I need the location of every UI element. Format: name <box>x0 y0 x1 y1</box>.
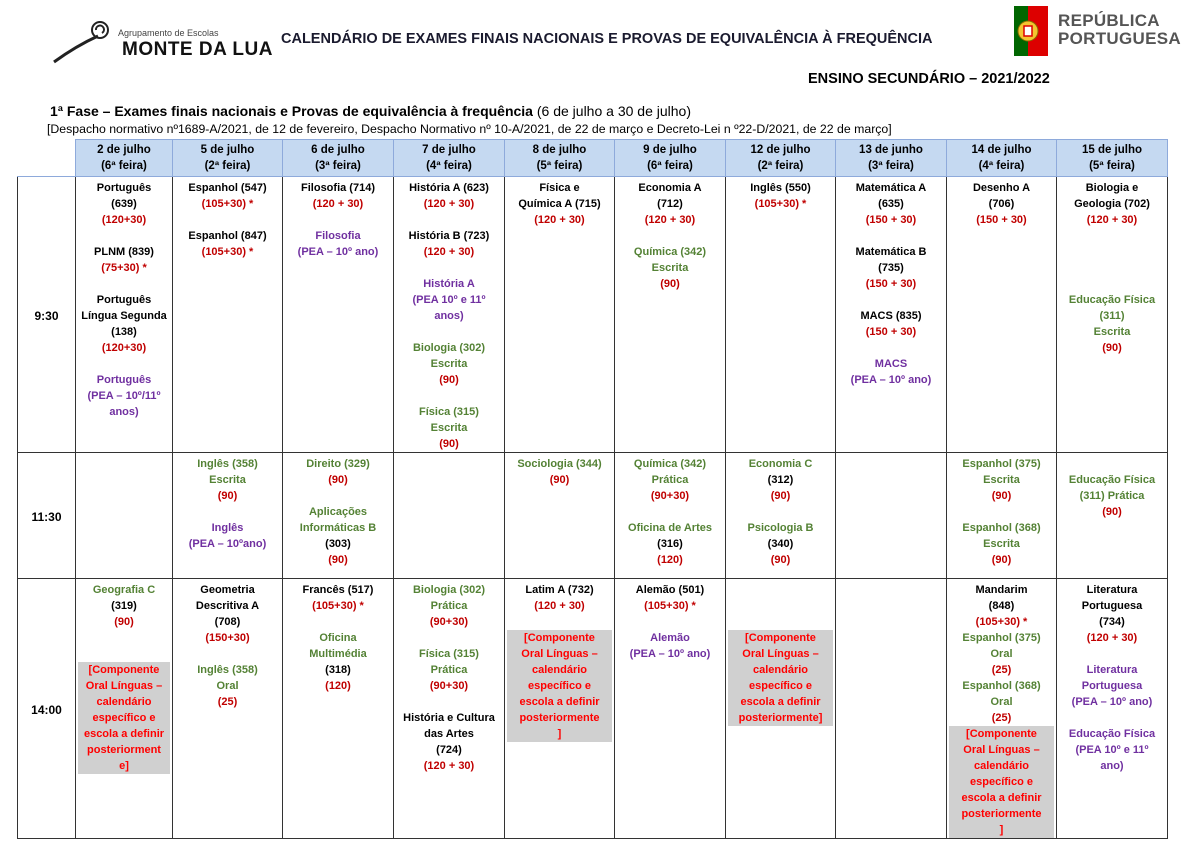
exam-line: Economia C <box>748 458 813 470</box>
exam-line: Língua Segunda <box>81 310 167 322</box>
exam-line: (120 + 30) <box>534 214 585 226</box>
exam-line: (105+30) * <box>201 198 254 210</box>
spacer <box>1059 228 1165 244</box>
exam-line: (120) <box>657 554 683 566</box>
exam-line: MACS (835) <box>860 310 922 322</box>
spacer <box>78 228 170 244</box>
exam-line: (90) <box>1102 342 1122 354</box>
oral-component-note: específico e <box>78 710 170 726</box>
exam-line: PLNM (839) <box>94 246 154 258</box>
exam-line: (PEA – 10ºano) <box>188 538 267 550</box>
exam-line: (735) <box>878 262 904 274</box>
spacer <box>175 646 280 662</box>
exam-calendar-table <box>17 139 1168 839</box>
exam-line: Desenho A <box>972 182 1031 194</box>
column-weekday: (3ª feira) <box>315 160 361 172</box>
oral-component-note: escola a definir <box>507 694 612 710</box>
government-logo <box>1008 4 1193 60</box>
exam-line: (150 + 30) <box>865 326 917 338</box>
exam-cell <box>836 453 947 579</box>
exam-line: Escrita <box>430 422 468 434</box>
exam-line: (PEA 10º e 11º <box>1075 744 1149 756</box>
spacer <box>396 212 502 228</box>
exam-line: (150+30) <box>205 632 250 644</box>
exam-line: (90) <box>439 374 459 386</box>
exam-line: ano) <box>1100 760 1124 772</box>
exam-line: (90) <box>991 554 1012 566</box>
exam-line: Psicologia B <box>747 522 814 534</box>
spacer <box>78 356 170 372</box>
exam-line: (340) <box>767 538 794 550</box>
exam-line: (311) Prática <box>1079 490 1145 502</box>
spacer <box>617 504 723 520</box>
exam-line: (PEA – 10º ano) <box>629 648 711 660</box>
spacer <box>285 488 391 504</box>
exam-line: (90) <box>328 554 348 566</box>
exam-cell <box>1057 177 1168 453</box>
exam-line: Oral <box>990 696 1013 708</box>
column-weekday: (6ª feira) <box>647 160 693 172</box>
column-date: 5 de julho <box>200 144 255 156</box>
spacer <box>396 694 502 710</box>
exam-line: Oral <box>216 680 239 692</box>
column-date: 6 de julho <box>311 144 365 156</box>
column-date: 12 de julho <box>750 144 811 156</box>
school-group-label: Agrupamento de Escolas <box>118 28 219 38</box>
exam-line: (120 + 30) <box>312 198 364 210</box>
column-weekday: (2ª feira) <box>204 160 251 172</box>
oral-component-note: calendário <box>949 758 1054 774</box>
exam-line: (312) <box>767 474 794 486</box>
oral-component-note: escola a definir <box>78 726 170 742</box>
exam-line: Portuguesa <box>1081 600 1143 612</box>
exam-cell <box>173 177 283 453</box>
exam-line: (90+30) <box>429 616 469 628</box>
exam-line: Biologia e <box>1085 182 1139 194</box>
exam-line: Escrita <box>983 538 1020 550</box>
exam-line: (120 + 30) <box>423 246 475 258</box>
column-header <box>283 140 394 177</box>
phase-title-bold: 1ª Fase – Exames finais nacionais e Provas de equivalência à frequência <box>50 103 533 119</box>
oral-component-note: específico e <box>949 774 1054 790</box>
column-weekday: (5ª feira) <box>1089 160 1135 172</box>
exam-line: Química (342) <box>633 246 707 258</box>
exam-line: Mandarim <box>975 584 1028 596</box>
exam-line: Latim A (732) <box>525 584 594 596</box>
exam-cell <box>283 579 394 839</box>
exam-line: Espanhol (547) <box>188 182 267 194</box>
exam-cell <box>283 453 394 579</box>
exam-line: Geografia C <box>92 584 156 596</box>
spacer <box>1059 646 1165 662</box>
exam-cell <box>615 453 726 579</box>
exam-line: (90+30) <box>429 680 469 692</box>
exam-line: Multimédia <box>309 648 367 660</box>
exam-line: Educação Física <box>1068 294 1156 306</box>
exam-line: Literatura <box>1086 584 1138 596</box>
exam-cell <box>1057 579 1168 839</box>
column-date: 9 de julho <box>643 144 697 156</box>
exam-line: Educação Física <box>1068 728 1156 740</box>
exam-cell <box>505 177 615 453</box>
exam-line: (724) <box>436 744 462 756</box>
spacer <box>507 614 612 630</box>
spacer <box>285 212 391 228</box>
column-header <box>615 140 726 177</box>
oral-component-note: posteriorment <box>78 742 170 758</box>
exam-line: História B (723) <box>408 230 490 242</box>
exam-line: História A <box>423 278 475 290</box>
exam-line: (316) <box>657 538 683 550</box>
exam-line: Inglês (358) <box>197 664 258 676</box>
header-corner <box>18 140 76 177</box>
exam-line: Inglês (550) <box>750 182 811 194</box>
exam-cell <box>726 579 836 839</box>
column-weekday: (4ª feira) <box>426 160 472 172</box>
oral-component-note: Oral Línguas – <box>949 742 1054 758</box>
exam-line: Espanhol (375) <box>962 458 1041 470</box>
gov-line-1: REPÚBLICA <box>1058 11 1160 30</box>
column-weekday: (3ª feira) <box>868 160 914 172</box>
spacer <box>949 504 1054 520</box>
oral-component-note: escola a definir <box>728 694 833 710</box>
exam-line: (105+30) * <box>312 600 364 612</box>
exam-line: Escrita <box>983 474 1020 486</box>
spacer <box>838 228 944 244</box>
oral-component-note: calendário <box>728 662 833 678</box>
exam-line: (120 + 30) <box>644 214 696 226</box>
exam-line: (25) <box>217 696 238 708</box>
oral-component-note: Oral Línguas – <box>507 646 612 662</box>
exam-line: Português <box>96 182 152 194</box>
spacer <box>285 614 391 630</box>
exam-line: (90) <box>114 616 134 628</box>
exam-line: (PEA – 10º/11º <box>87 390 161 402</box>
exam-line: (25) <box>991 664 1012 676</box>
oral-component-note: Oral Línguas – <box>728 646 833 662</box>
exam-line: Prática <box>430 600 468 612</box>
oral-component-note: específico e <box>507 678 612 694</box>
exam-cell <box>726 453 836 579</box>
exam-line: (150 + 30) <box>976 214 1027 226</box>
exam-line: (120+30) <box>101 214 147 226</box>
exam-line: Francês (517) <box>302 584 374 596</box>
spacer <box>78 630 170 646</box>
exam-line: Espanhol (368) <box>962 680 1041 692</box>
spacer <box>1059 276 1165 292</box>
spacer <box>617 228 723 244</box>
exam-line: (734) <box>1099 616 1125 628</box>
column-weekday: (2ª feira) <box>757 160 804 172</box>
time-slot-row <box>18 453 1168 579</box>
exam-line: Escrita <box>651 262 689 274</box>
exam-cell <box>76 579 173 839</box>
spacer <box>396 324 502 340</box>
spacer <box>838 292 944 308</box>
spacer <box>78 646 170 662</box>
exam-line: (319) <box>111 600 137 612</box>
exam-line: Matemática B <box>855 246 927 258</box>
exam-line: Português <box>96 374 152 386</box>
oral-component-note: [Componente <box>949 726 1054 742</box>
exam-cell <box>505 453 615 579</box>
exam-line: (105+30) * <box>201 246 254 258</box>
oral-component-note: Oral Línguas – <box>78 678 170 694</box>
exam-line: Espanhol (368) <box>962 522 1041 534</box>
exam-line: (90) <box>328 474 348 486</box>
exam-line: (105+30) * <box>754 198 807 210</box>
exam-line: (138) <box>111 326 137 338</box>
column-weekday: (4ª feira) <box>978 160 1025 172</box>
exam-line: (PEA 10º e 11º <box>412 294 486 306</box>
oral-component-note: ] <box>507 726 612 742</box>
spacer <box>1059 260 1165 276</box>
exam-line: (90) <box>1102 506 1122 518</box>
exam-cell <box>394 579 505 839</box>
exam-line: Educação Física <box>1068 474 1156 486</box>
exam-cell <box>394 453 505 579</box>
exam-line: Química (342) <box>633 458 707 470</box>
exam-line: (150 + 30) <box>865 214 917 226</box>
exam-line: (25) <box>991 712 1012 724</box>
spacer <box>175 212 280 228</box>
page-subtitle: ENSINO SECUNDÁRIO – 2021/2022 <box>808 71 1050 87</box>
exam-cell <box>947 453 1057 579</box>
column-weekday: (5ª feira) <box>536 160 583 172</box>
phase-title <box>50 103 691 119</box>
exam-line: (90) <box>770 490 791 502</box>
school-logo-icon <box>52 16 114 66</box>
oral-component-note: [Componente <box>78 662 170 678</box>
exam-line: (303) <box>325 538 351 550</box>
spacer <box>1059 710 1165 726</box>
column-header <box>947 140 1057 177</box>
exam-line: (90) <box>549 474 570 486</box>
exam-line: (318) <box>325 664 351 676</box>
spacer <box>1059 244 1165 260</box>
exam-line: Prática <box>430 664 468 676</box>
column-header <box>726 140 836 177</box>
exam-line: Física (315) <box>419 406 479 418</box>
exam-line: (311) <box>1099 310 1125 322</box>
exam-line: Filosofia (714) <box>301 182 375 194</box>
exam-line: Português <box>96 294 152 306</box>
exam-cell <box>76 177 173 453</box>
spacer <box>396 388 502 404</box>
exam-cell <box>726 177 836 453</box>
exam-cell <box>173 579 283 839</box>
exam-line: (120) <box>325 680 351 692</box>
exam-line: Espanhol (375) <box>962 632 1041 644</box>
exam-line: (PEA – 10º ano) <box>1071 696 1153 708</box>
exam-cell <box>947 579 1057 839</box>
exam-line: Prática <box>651 474 689 486</box>
exam-line: História A (623) <box>409 182 489 194</box>
exam-line: Portuguesa <box>1081 680 1143 692</box>
exam-cell <box>283 177 394 453</box>
exam-line: (90) <box>991 490 1012 502</box>
exam-line: Filosofia <box>315 230 361 242</box>
exam-line: (PEA – 10º ano) <box>850 374 932 386</box>
column-header <box>836 140 947 177</box>
legal-reference: [Despacho normativo nº1689-A/2021, de 12 de fevereiro, Despacho Normativo nº 10-A/2021, de 22 de março e Decreto-Lei n º22-D/2021, de 22 de março] <box>47 122 892 136</box>
exam-line: MACS <box>874 358 908 370</box>
portugal-flag-icon <box>1010 4 1052 58</box>
exam-cell <box>836 177 947 453</box>
oral-component-note: posteriormente <box>507 710 612 726</box>
time-slot-label: 11:30 <box>18 453 76 579</box>
column-header <box>76 140 173 177</box>
exam-line: Geologia (702) <box>1074 198 1150 210</box>
exam-line: Aplicações <box>308 506 368 518</box>
exam-cell <box>836 579 947 839</box>
exam-line: Escrita <box>1093 326 1131 338</box>
spacer <box>728 598 833 614</box>
column-date: 7 de julho <box>422 144 476 156</box>
exam-cell <box>505 579 615 839</box>
exam-cell <box>1057 453 1168 579</box>
exam-line: (PEA – 10º ano) <box>297 246 379 258</box>
exam-line: Geometria <box>200 584 255 596</box>
exam-line: (848) <box>988 600 1015 612</box>
exam-cell <box>76 453 173 579</box>
exam-line: anos) <box>109 406 139 418</box>
exam-line: Sociologia (344) <box>517 458 602 470</box>
exam-line: (120 + 30) <box>423 198 475 210</box>
exam-line: Física e <box>539 182 580 194</box>
time-slot-label: 9:30 <box>18 177 76 453</box>
column-header <box>1057 140 1168 177</box>
exam-cell <box>394 177 505 453</box>
time-slot-row <box>18 579 1168 839</box>
exam-line: Física (315) <box>419 648 479 660</box>
exam-cell <box>173 453 283 579</box>
exam-line: (90+30) <box>650 490 690 502</box>
exam-line: (712) <box>657 198 683 210</box>
exam-line: Direito (329) <box>306 458 370 470</box>
column-weekday: (6ª feira) <box>101 160 147 172</box>
time-slot-row <box>18 177 1168 453</box>
exam-line: Inglês <box>211 522 244 534</box>
spacer <box>1059 456 1165 472</box>
exam-line: (635) <box>878 198 904 210</box>
column-header <box>394 140 505 177</box>
exam-line: Biologia (302) <box>412 342 486 354</box>
oral-component-note: [Componente <box>728 630 833 646</box>
exam-cell <box>615 177 726 453</box>
spacer <box>617 614 723 630</box>
exam-line: Oral <box>990 648 1013 660</box>
exam-line: Alemão <box>650 632 690 644</box>
time-slot-label: 14:00 <box>18 579 76 839</box>
exam-cell <box>615 579 726 839</box>
page-header <box>0 0 1198 100</box>
exam-line: (75+30) * <box>101 262 147 274</box>
oral-component-note: escola a definir <box>949 790 1054 806</box>
exam-line: (708) <box>214 616 241 628</box>
exam-line: (639) <box>111 198 137 210</box>
oral-component-note: e] <box>78 758 170 774</box>
exam-line: Química A (715) <box>518 198 601 210</box>
exam-line: (90) <box>770 554 791 566</box>
exam-line: (120 + 30) <box>423 760 475 772</box>
spacer <box>838 340 944 356</box>
exam-line: (105+30) * <box>975 616 1028 628</box>
spacer <box>728 504 833 520</box>
column-header <box>505 140 615 177</box>
exam-line: (120 + 30) <box>1086 214 1138 226</box>
oral-component-note: posteriormente <box>949 806 1054 822</box>
spacer <box>728 582 833 598</box>
exam-line: Biologia (302) <box>412 584 486 596</box>
exam-line: Matemática A <box>855 182 927 194</box>
school-name: MONTE DA LUA <box>122 39 273 60</box>
exam-line: Espanhol (847) <box>188 230 267 242</box>
exam-line: Inglês (358) <box>197 458 258 470</box>
phase-dates: (6 de julho a 30 de julho) <box>532 103 691 119</box>
table-header-row <box>18 140 1168 177</box>
column-date: 14 de julho <box>971 144 1032 156</box>
exam-line: Economia A <box>638 182 702 194</box>
column-date: 2 de julho <box>97 144 151 156</box>
exam-line: (150 + 30) <box>865 278 917 290</box>
gov-line-2: PORTUGUESA <box>1058 29 1181 48</box>
oral-component-note: específico e <box>728 678 833 694</box>
spacer <box>78 276 170 292</box>
exam-line: Descritiva A <box>195 600 260 612</box>
oral-component-note: ] <box>949 822 1054 838</box>
exam-line: Oficina <box>319 632 357 644</box>
school-logo <box>52 12 273 68</box>
exam-line: das Artes <box>424 728 474 740</box>
spacer <box>396 630 502 646</box>
oral-component-note: calendário <box>507 662 612 678</box>
exam-line: Informáticas B <box>299 522 377 534</box>
exam-line: Escrita <box>209 474 246 486</box>
page-title: CALENDÁRIO DE EXAMES FINAIS NACIONAIS E PROVAS DE EQUIVALÊNCIA À FREQUÊNCIA <box>281 31 933 47</box>
exam-cell <box>947 177 1057 453</box>
oral-component-note: posteriormente] <box>728 710 833 726</box>
spacer <box>175 504 280 520</box>
exam-line: (120 + 30) <box>534 600 585 612</box>
column-date: 8 de julho <box>532 144 587 156</box>
exam-line: (90) <box>217 490 238 502</box>
column-date: 13 de junho <box>859 144 923 156</box>
oral-component-note: [Componente <box>507 630 612 646</box>
oral-component-note: calendário <box>78 694 170 710</box>
column-header <box>173 140 283 177</box>
exam-line: (90) <box>439 438 459 450</box>
exam-line: (90) <box>660 278 680 290</box>
column-date: 15 de julho <box>1081 144 1143 156</box>
spacer <box>396 260 502 276</box>
spacer <box>728 614 833 630</box>
exam-line: Alemão (501) <box>635 584 705 596</box>
exam-line: Literatura <box>1086 664 1138 676</box>
exam-line: (120 + 30) <box>1086 632 1138 644</box>
exam-line: História e Cultura <box>403 712 495 724</box>
exam-line: anos) <box>434 310 464 322</box>
exam-line: Oficina de Artes <box>628 522 712 534</box>
exam-line: Escrita <box>430 358 468 370</box>
exam-line: (120+30) <box>101 342 147 354</box>
exam-line: (105+30) * <box>644 600 696 612</box>
exam-line: (706) <box>988 198 1015 210</box>
